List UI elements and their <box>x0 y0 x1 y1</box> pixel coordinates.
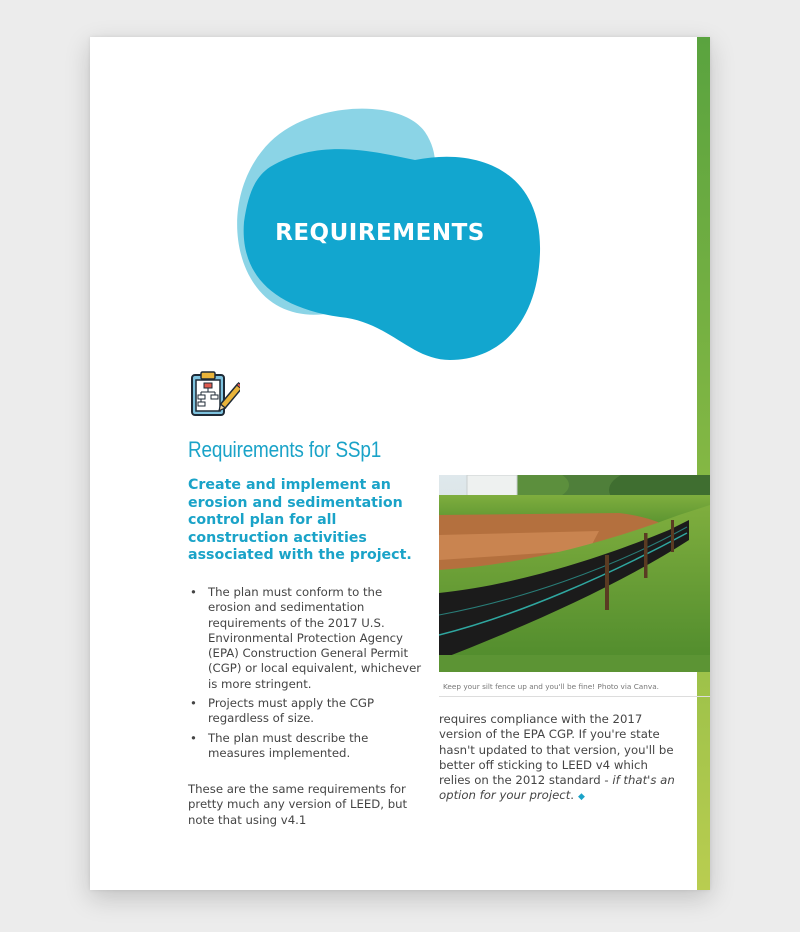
intro-statement: Create and implement an erosion and sedimentation control plan for all construction activities associated with the project. <box>188 477 412 563</box>
photo-caption: Keep your silt fence up and you'll be fine! Photo via Canva. <box>443 682 659 691</box>
list-item: • The plan must conform to the erosion and sedimentation requirements of the 2017 U.S. Environmental Protection Agency (EPA) Construction General Permit (CGP) or local equivalent, whichever is more stringent. <box>188 585 424 692</box>
paragraph-text: requires compliance with the 2017 version of the EPA CGP. If you're state hasn't updated to that version, you'll be better off sticking to LEED v4 which relies on the 2012 standard - <box>439 712 674 788</box>
clipboard-flowchart-icon <box>188 370 240 420</box>
green-side-stripe <box>697 37 710 890</box>
end-marker-icon: ◆ <box>578 792 585 803</box>
list-item: • The plan must describe the measures implemented. <box>188 731 424 762</box>
requirements-list <box>188 585 424 765</box>
silt-fence-photo <box>439 475 710 672</box>
requirements-blob <box>210 102 550 372</box>
paragraph-italic: if that's an option for your project <box>439 773 675 803</box>
paragraph-end: . <box>570 788 574 803</box>
caption-divider <box>439 696 710 697</box>
list-item: • Projects must apply the CGP regardless of size. <box>188 696 424 727</box>
section-heading: REQUIREMENTS <box>275 220 485 246</box>
document-page <box>90 37 710 890</box>
requirements-title: Requirements for SSp1 <box>188 437 382 462</box>
body-paragraph-right <box>439 712 679 806</box>
body-paragraph-left: These are the same requirements for pretty much any version of LEED, but note that using v4.1 <box>188 782 408 827</box>
